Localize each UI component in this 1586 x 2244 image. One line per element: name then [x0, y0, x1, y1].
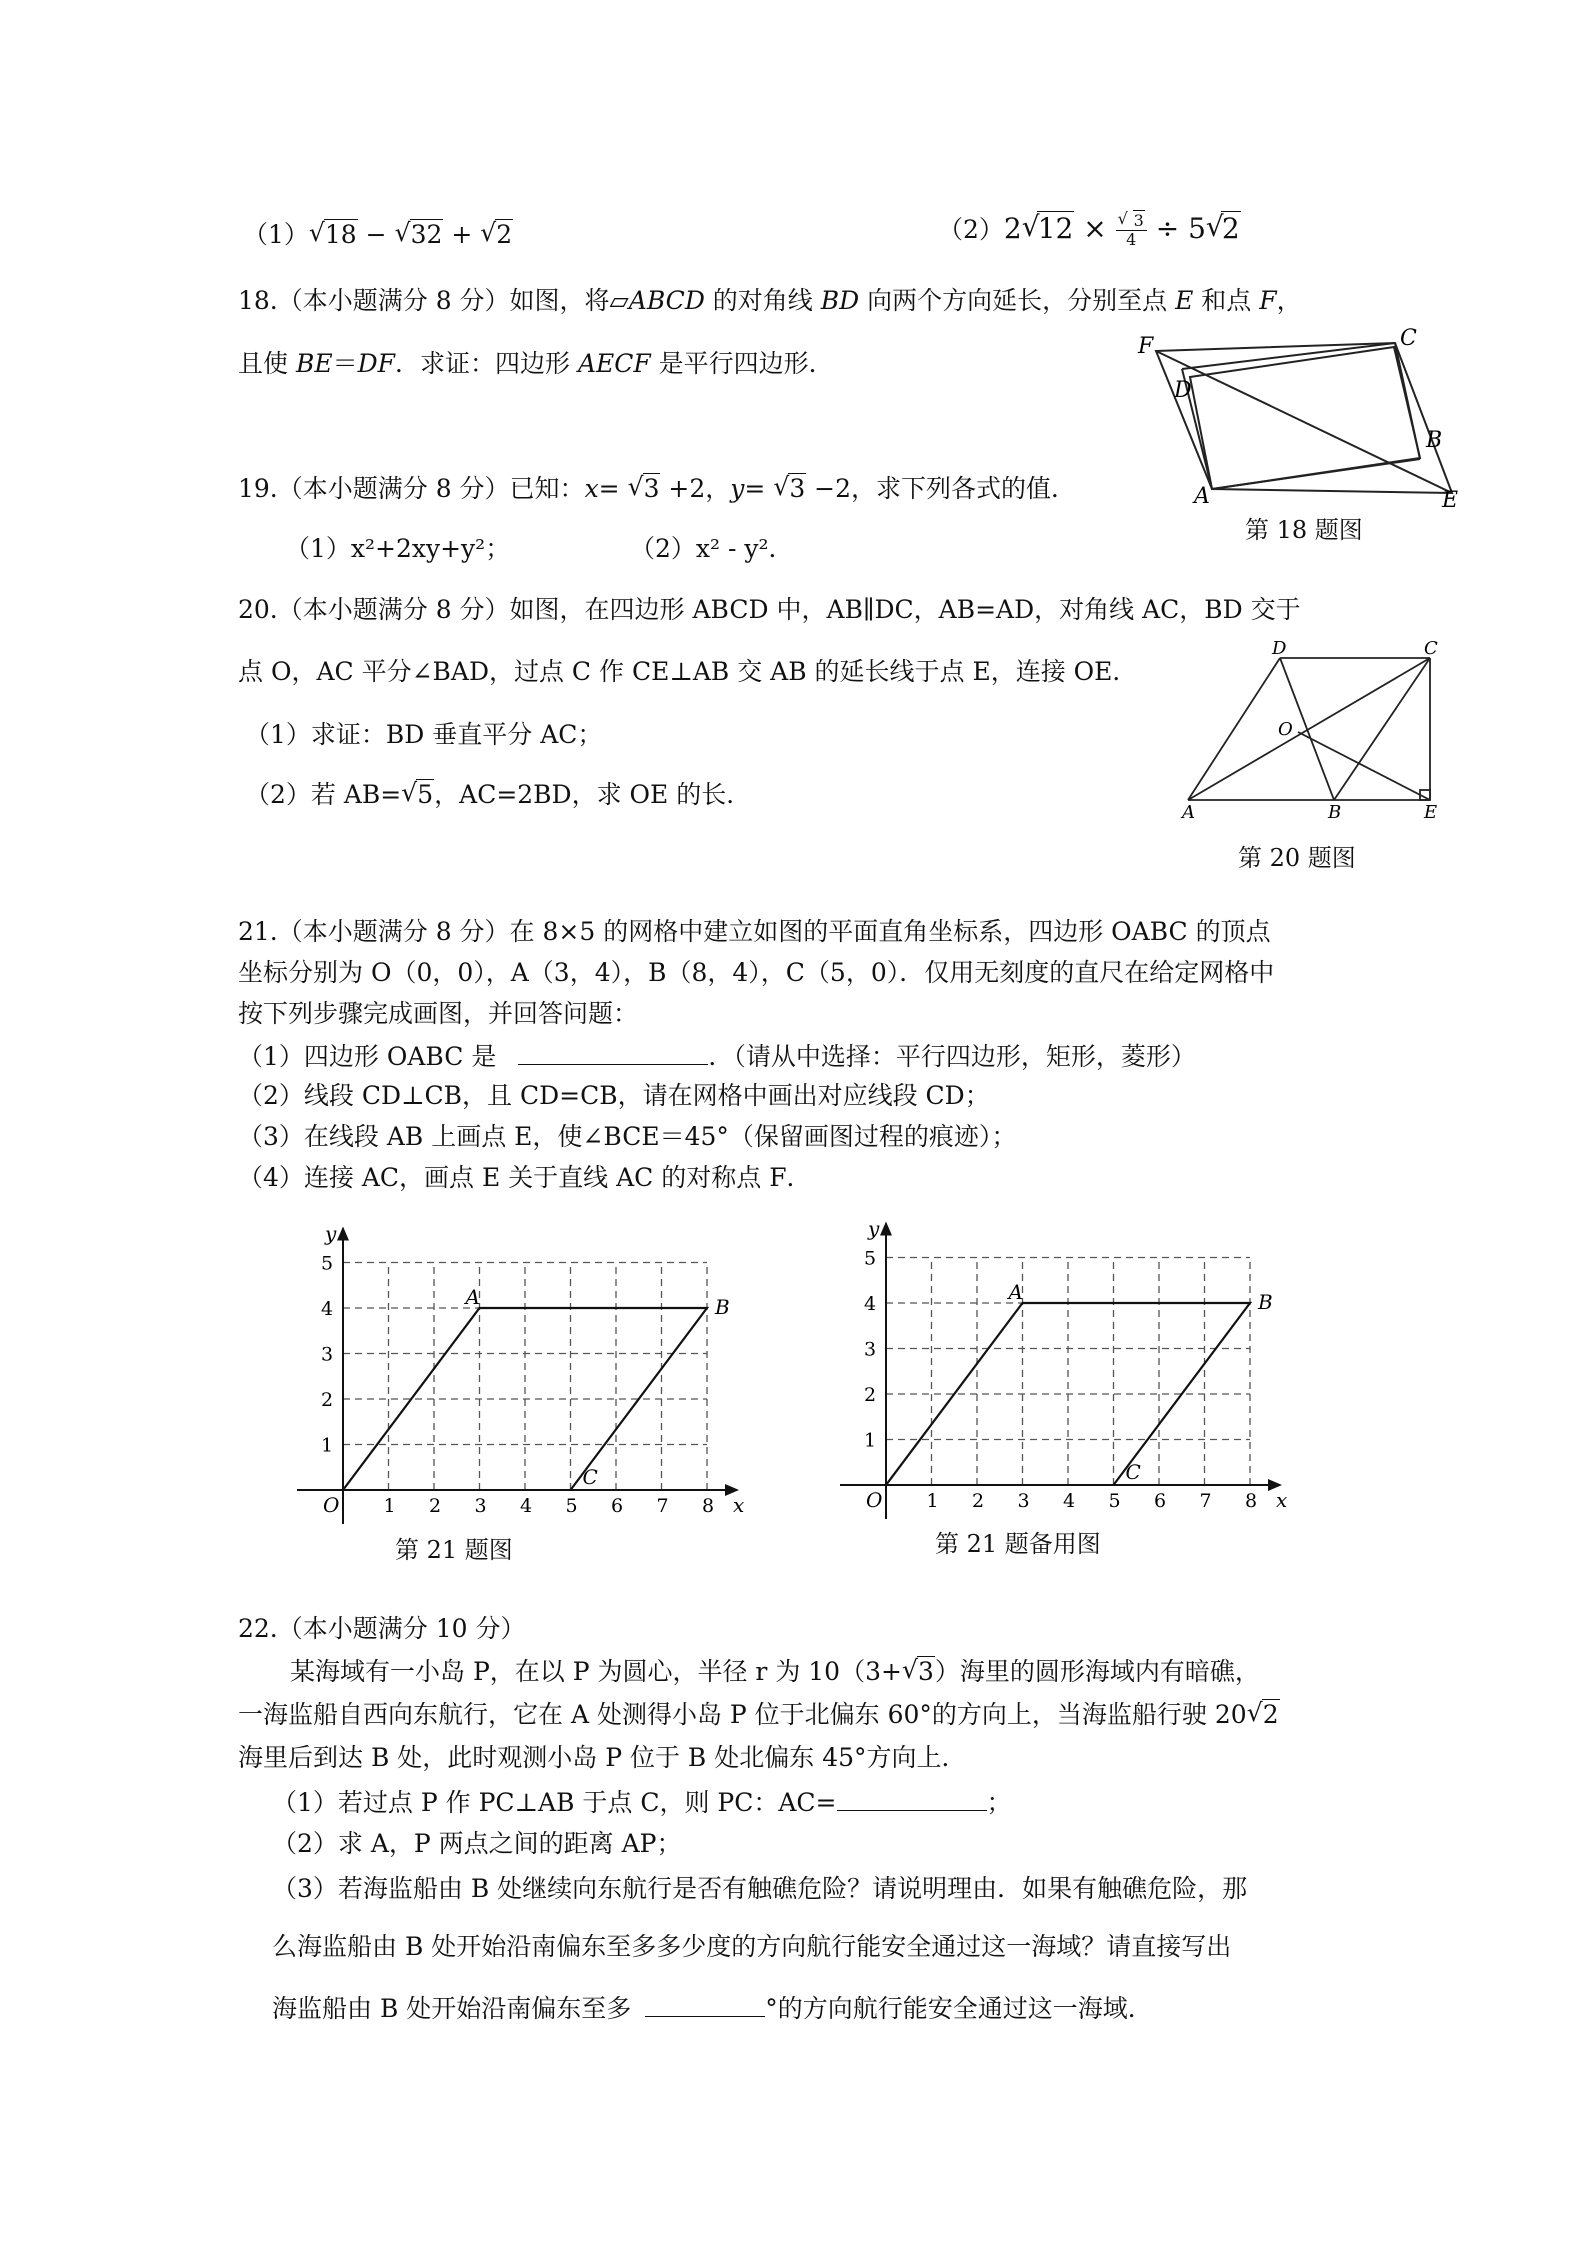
x-tick-label: 2	[972, 1490, 985, 1512]
q22-line2: 一海监船自西向东航行，它在 A 处测得小岛 P 位于北偏东 60°的方向上，当海监船行驶 20√ 2	[238, 1698, 1280, 1732]
x-tick-label: 8	[1245, 1490, 1258, 1512]
q21-part4: （4）连接 AC，画点 E 关于直线 AC 的对称点 F．	[238, 1163, 812, 1192]
x-axis-label: x	[1276, 1488, 1288, 1512]
answer-blank[interactable]	[837, 1784, 987, 1811]
y-axis-label: y	[868, 1216, 880, 1241]
q21-caption-main: 第 21 题图	[395, 1536, 513, 1564]
x-tick-label: 5	[565, 1495, 578, 1517]
q21-part3: （3）在线段 AB 上画点 E，使∠BCE＝45°（保留画图过程的痕迹）；	[238, 1122, 1017, 1151]
q21-grid-backup	[838, 1195, 1288, 1535]
q20-caption: 第 20 题图	[1238, 844, 1356, 872]
q20-part1: （1）求证：BD 垂直平分 AC；	[245, 720, 603, 749]
label-b: B	[1328, 802, 1342, 823]
label-e: E	[1424, 802, 1438, 823]
answer-blank[interactable]	[518, 1038, 708, 1065]
answer-blank[interactable]	[645, 1990, 765, 2017]
y-tick-label: 4	[321, 1298, 334, 1320]
y-tick-label: 5	[321, 1252, 334, 1275]
q19-line1: 19.（本小题满分 8 分）已知：x= √ 3 +2，y= √ 3 −2，求下列各式的值．	[238, 472, 1076, 506]
y-tick-label: 3	[321, 1343, 334, 1366]
q21-caption-backup: 第 21 题备用图	[935, 1530, 1101, 1558]
x-tick-label: 4	[1063, 1490, 1076, 1512]
y-axis-arrow-icon	[337, 1227, 349, 1241]
q22-part3-line3: 海监船由 B 处开始沿南偏东至多 °的方向航行能安全通过这一海域．	[272, 1990, 1153, 2026]
q18-figure	[1120, 325, 1460, 525]
label-c: C	[1424, 638, 1438, 659]
q21-line2: 坐标分别为 O（0，0），A（3，4），B（8，4），C（5，0）．仅用无刻度的直尺在给定网格中	[238, 958, 1275, 987]
point-label-b: B	[715, 1295, 730, 1319]
origin-label: O	[323, 1493, 340, 1517]
q21-grid-main	[295, 1200, 745, 1540]
q22-part1: （1）若过点 P 作 PC⊥AB 于点 C，则 PC：AC= ；	[272, 1784, 1012, 1820]
point-label-a: A	[1008, 1280, 1023, 1304]
x-tick-label: 1	[383, 1495, 396, 1517]
label-e: E	[1442, 488, 1459, 513]
point-label-c: C	[582, 1465, 598, 1489]
x-tick-label: 1	[926, 1490, 939, 1512]
x-tick-label: 3	[1017, 1490, 1030, 1512]
y-tick-label: 1	[321, 1434, 334, 1457]
q22-part2: （2）求 A，P 两点之间的距离 AP；	[272, 1829, 682, 1858]
y-tick-label: 2	[321, 1389, 334, 1411]
x-tick-label: 5	[1108, 1490, 1121, 1512]
y-axis-label: y	[325, 1221, 337, 1246]
q20-line2: 点 O，AC 平分∠BAD，过点 C 作 CE⊥AB 交 AB 的延长线于点 E，连接 OE．	[238, 657, 1138, 686]
y-tick-label: 4	[864, 1293, 877, 1315]
label-d: D	[1272, 638, 1287, 659]
x-tick-label: 6	[611, 1495, 624, 1517]
q18-line1: 18.（本小题满分 8 分）如图，将▱ABCD 的对角线 BD 向两个方向延长，分别至点 E 和点 F，	[238, 286, 1302, 315]
point-label-c: C	[1125, 1460, 1141, 1484]
y-tick-label: 5	[864, 1247, 877, 1270]
origin-label: O	[866, 1488, 883, 1512]
q22-part3-line2: 么海监船由 B 处开始沿南偏东至多多少度的方向航行能安全通过这一海域？请直接写出	[272, 1932, 1232, 1961]
q21-part1: （1）四边形 OABC 是 ．（请从中选择：平行四边形，矩形，菱形）	[238, 1038, 1196, 1074]
q20-part2: （2）若 AB=√ 5，AC=2BD，求 OE 的长．	[245, 778, 751, 812]
point-label-a: A	[465, 1285, 480, 1309]
label-d: D	[1174, 378, 1192, 403]
q22-title: 22.（本小题满分 10 分）	[238, 1614, 526, 1643]
label-f: F	[1138, 334, 1154, 359]
q17-part2: （2）2√ 12 × √ $\frac{3}{4}$ ÷ 5√ 2	[938, 212, 1241, 249]
q19-part1: （1）x²+2xy+y²；	[285, 534, 511, 563]
q18-line2: 且使 BE＝DF．求证：四边形 AECF 是平行四边形．	[238, 349, 834, 378]
fraction: √ $\frac{3}{4}$	[1116, 212, 1147, 249]
x-axis-label: x	[733, 1493, 745, 1517]
q22-part3-line1: （3）若海监船由 B 处继续向东航行是否有触礁危险？请说明理由．如果有触礁危险，那	[272, 1874, 1248, 1903]
label-c: C	[1400, 326, 1417, 351]
x-tick-label: 7	[656, 1495, 669, 1517]
q19-part2: （2）x² - y²．	[630, 534, 794, 563]
q20-line1: 20.（本小题满分 8 分）如图，在四边形 ABCD 中，AB∥DC，AB=AD，对角线 AC，BD 交于	[238, 595, 1301, 624]
y-tick-label: 2	[864, 1384, 877, 1406]
y-tick-label: 3	[864, 1338, 877, 1361]
x-tick-label: 7	[1199, 1490, 1212, 1512]
label-a: A	[1182, 802, 1195, 823]
q21-line3: 按下列步骤完成画图，并回答问题：	[238, 999, 639, 1028]
x-tick-label: 3	[474, 1495, 487, 1517]
point-label-b: B	[1258, 1290, 1273, 1314]
y-axis-arrow-icon	[880, 1222, 892, 1236]
q22-line1: 某海域有一小岛 P，在以 P 为圆心，半径 r 为 10（3+√ 3）海里的圆形海域内有暗礁，	[290, 1655, 1260, 1689]
label-o: O	[1278, 719, 1293, 740]
q21-line1: 21.（本小题满分 8 分）在 8×5 的网格中建立如图的平面直角坐标系，四边形 OABC 的顶点	[238, 917, 1271, 946]
q17-part1: （1）√ 18 − √ 32 + √ 2	[243, 218, 513, 252]
q21-part2: （2）线段 CD⊥CB，且 CD=CB，请在网格中画出对应线段 CD；	[238, 1081, 990, 1110]
x-tick-label: 4	[520, 1495, 533, 1517]
label-b: B	[1426, 428, 1443, 453]
y-tick-label: 1	[864, 1429, 877, 1452]
q20-figure	[1180, 638, 1440, 823]
label-a: A	[1194, 484, 1210, 509]
x-tick-label: 8	[702, 1495, 715, 1517]
q22-line3: 海里后到达 B 处，此时观测小岛 P 位于 B 处北偏东 45°方向上．	[238, 1743, 967, 1772]
q18-caption: 第 18 题图	[1245, 516, 1363, 544]
x-tick-label: 2	[429, 1495, 442, 1517]
x-tick-label: 6	[1154, 1490, 1167, 1512]
